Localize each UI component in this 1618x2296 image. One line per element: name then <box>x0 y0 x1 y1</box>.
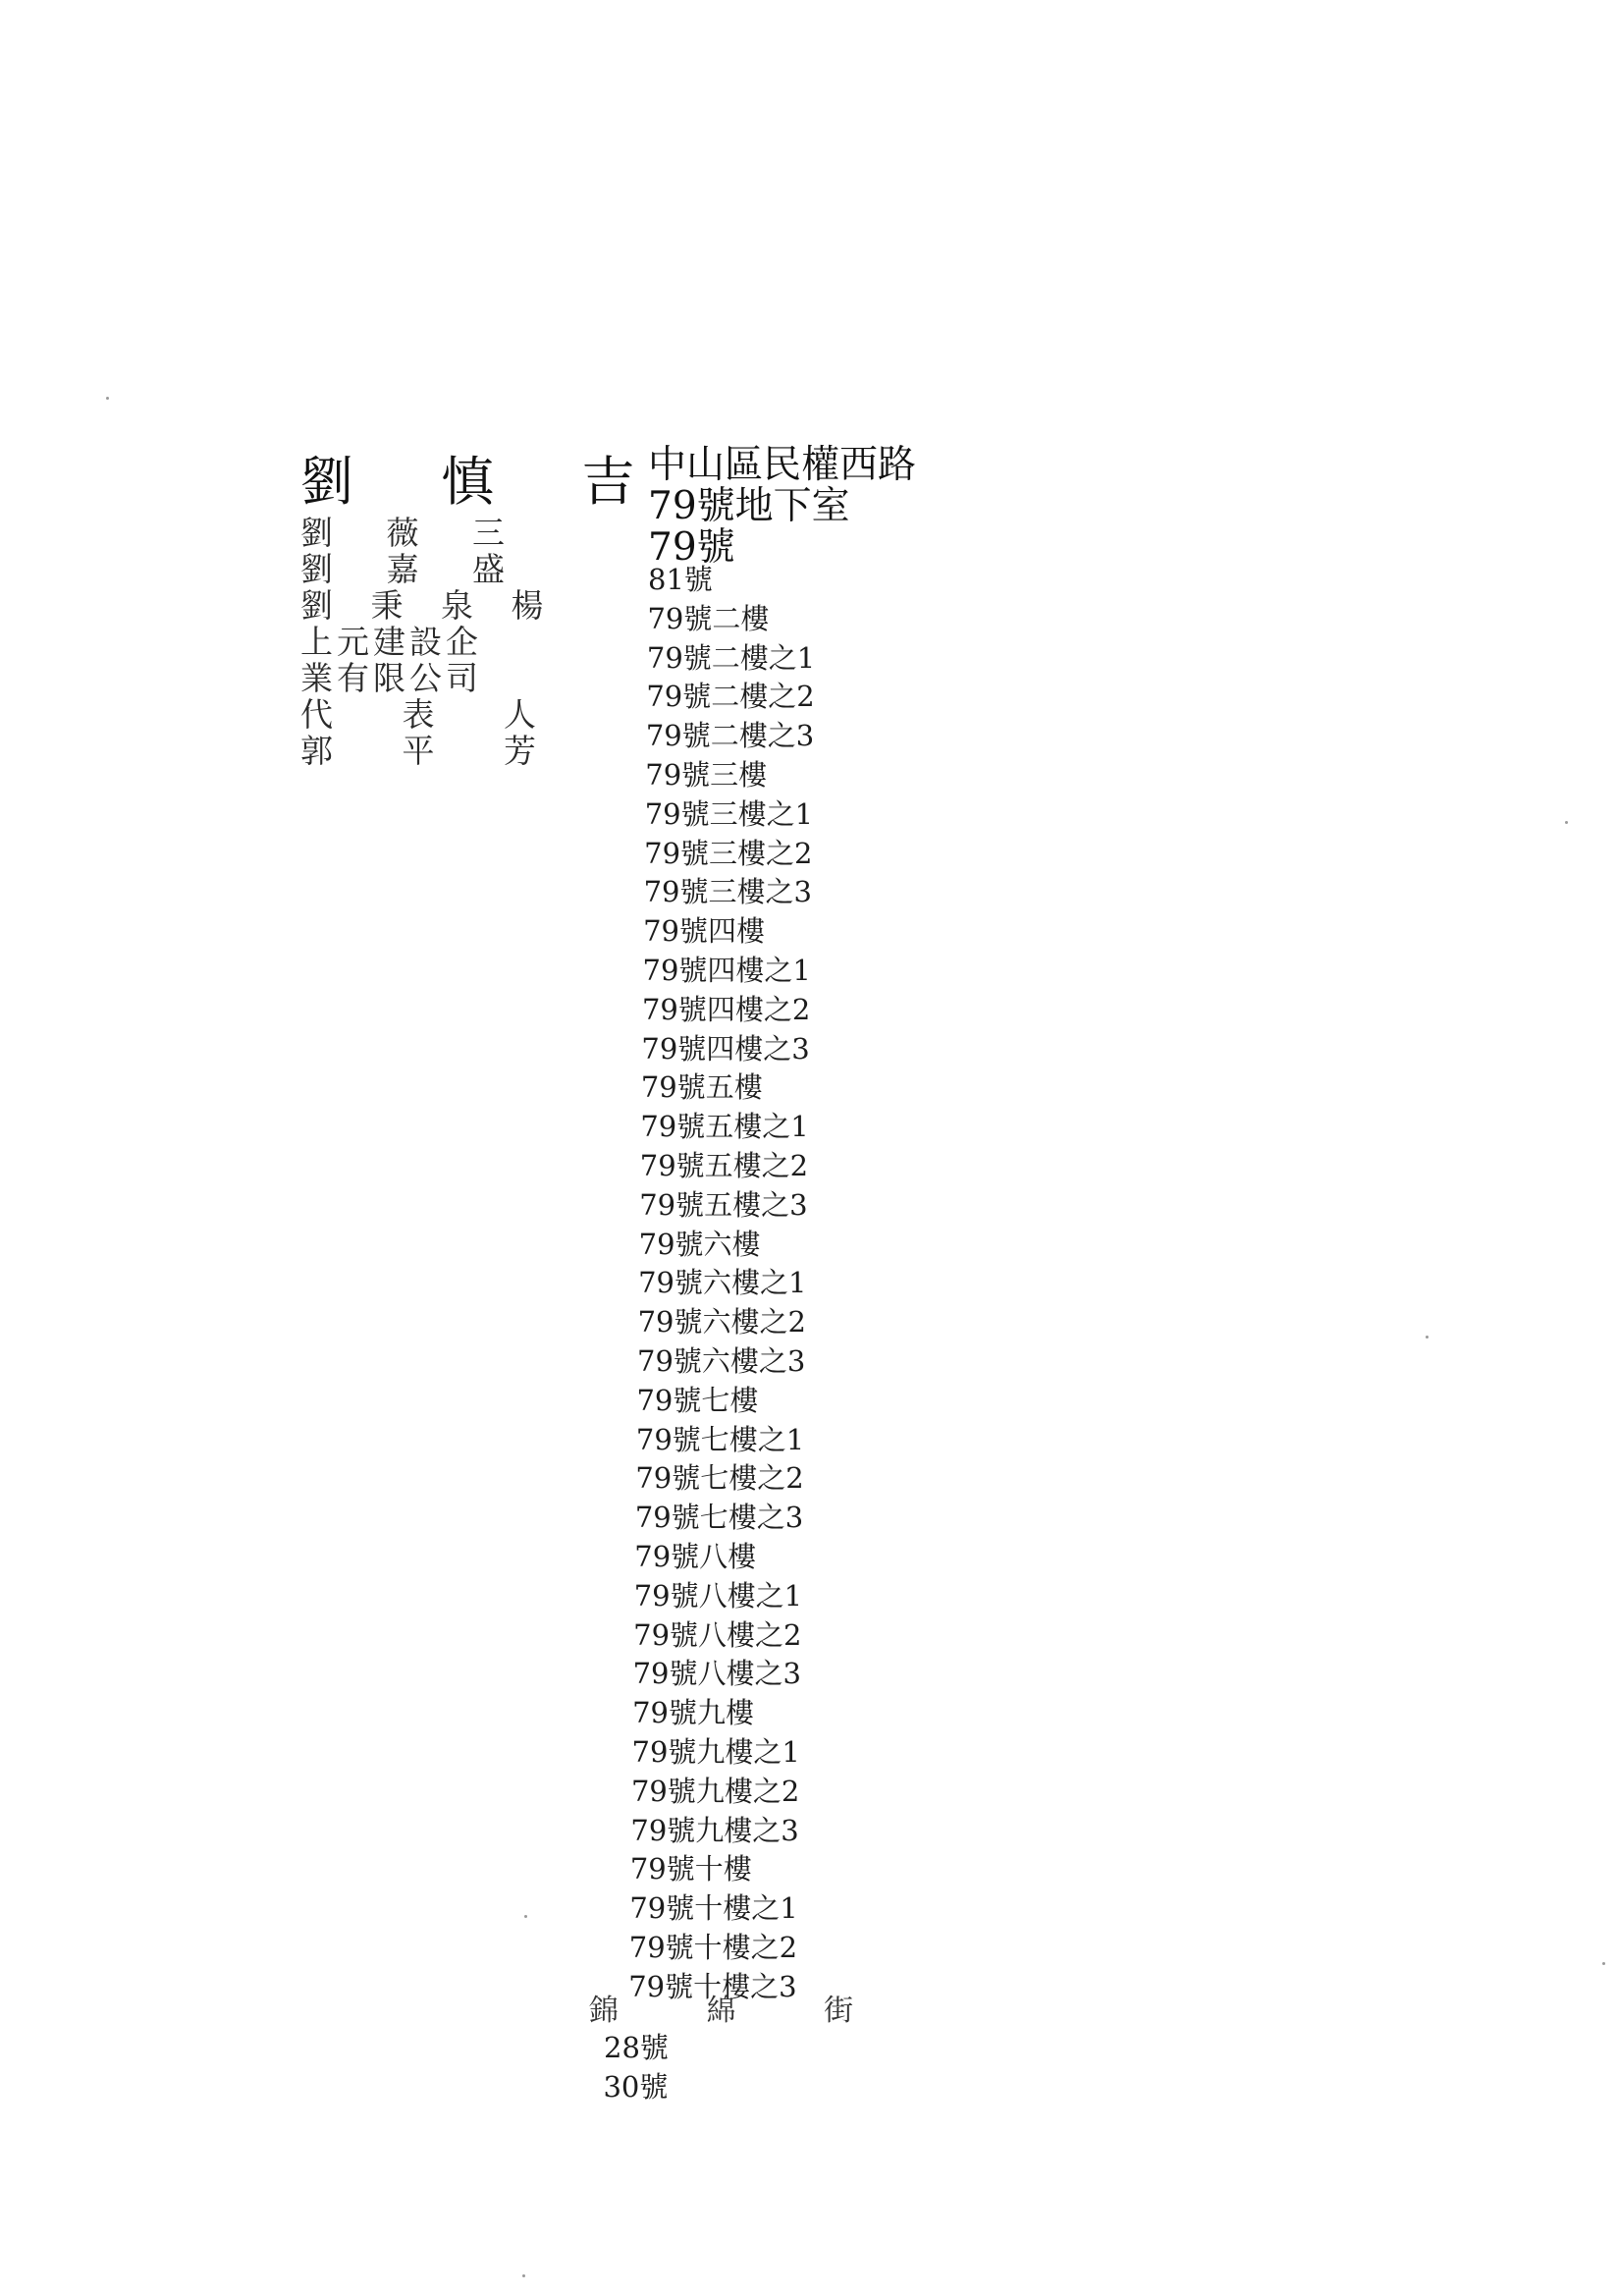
owner-line: 業有限公司 <box>300 659 482 697</box>
street-name: 錦 綿 街 <box>589 1994 893 2028</box>
owner-line: 代 表 人 <box>300 695 566 734</box>
address-column <box>589 443 917 2104</box>
address-entry: 79號八樓之1 <box>633 1578 803 1613</box>
address-entry: 79號七樓之3 <box>634 1501 804 1535</box>
address-entry: 79號七樓之1 <box>635 1422 805 1456</box>
address-list <box>628 561 816 2006</box>
owner-list <box>300 515 670 769</box>
scan-speck <box>522 2274 525 2277</box>
address-entry: 79號八樓之3 <box>632 1657 801 1691</box>
owner-line: 上元建設企 <box>300 623 482 661</box>
scan-speck <box>1602 1962 1605 1965</box>
address-entry: 79號九樓之3 <box>630 1813 799 1847</box>
address-entry: 79號六樓之2 <box>637 1305 806 1339</box>
address-entry: 79號三樓之2 <box>644 836 813 870</box>
address-header-basement: 79號地下室 <box>648 484 850 528</box>
address-entry: 79號五樓 <box>640 1070 763 1105</box>
address-entry: 79號七樓 <box>636 1383 759 1417</box>
owner-line: 郭 平 芳 <box>300 732 566 770</box>
address-entry: 79號七樓之2 <box>635 1461 804 1496</box>
address-entry: 79號四樓之1 <box>642 953 811 987</box>
address-entry: 79號二樓 <box>647 601 770 635</box>
address-entry: 79號九樓之1 <box>631 1734 800 1769</box>
address-entry: 79號五樓之1 <box>640 1110 809 1144</box>
address-entry: 79號八樓之2 <box>633 1617 802 1652</box>
address-entry: 79號四樓之2 <box>641 992 811 1026</box>
address-entry: 79號十樓之2 <box>628 1930 798 1964</box>
address-entry: 79號二樓之3 <box>645 719 815 753</box>
address-entry: 79號十樓之3 <box>628 1969 797 2003</box>
scan-speck <box>1426 1336 1429 1339</box>
address-entry: 79號四樓之3 <box>641 1031 810 1066</box>
scan-speck <box>1565 821 1568 824</box>
address-entry: 79號四樓 <box>643 914 765 949</box>
address-entry: 79號三樓之1 <box>644 796 814 831</box>
primary-owner-name: 劉 慎 吉 <box>300 451 671 513</box>
address-entry: 79號六樓之3 <box>637 1343 806 1378</box>
address-entry: 79號五樓之3 <box>639 1187 808 1222</box>
owner-line: 劉 嘉 盛 <box>300 550 526 588</box>
address-entry: 79號三樓之3 <box>643 875 812 909</box>
address-entry: 28號 <box>604 2031 669 2064</box>
address-entry: 79號十樓 <box>629 1852 752 1886</box>
address-header-number: 79號 <box>648 525 735 570</box>
address-entry: 81號 <box>648 563 713 596</box>
owner-line: 劉 秉 泉 楊 <box>300 586 558 625</box>
address-entry: 79號二樓之2 <box>646 680 815 714</box>
address-entry: 79號九樓之2 <box>630 1774 800 1808</box>
owner-line: 劉 薇 三 <box>300 514 526 552</box>
owner-names <box>300 450 670 769</box>
address-entry: 79號十樓之1 <box>629 1891 798 1926</box>
address-entry: 79號二樓之1 <box>646 640 816 675</box>
tail-address-list <box>604 2028 669 2106</box>
address-entry: 30號 <box>603 2070 669 2104</box>
address-entry: 79號五樓之2 <box>639 1148 809 1182</box>
address-entry: 79號六樓 <box>638 1227 761 1261</box>
scan-speck <box>106 397 109 400</box>
address-entry: 79號三樓 <box>645 757 768 792</box>
address-entry: 79號九樓 <box>632 1696 754 1730</box>
address-header-road: 中山區民權西路 <box>648 443 917 487</box>
address-entry: 79號六樓之1 <box>638 1266 807 1300</box>
scan-speck <box>524 1915 527 1918</box>
address-entry: 79號八樓 <box>634 1539 757 1573</box>
